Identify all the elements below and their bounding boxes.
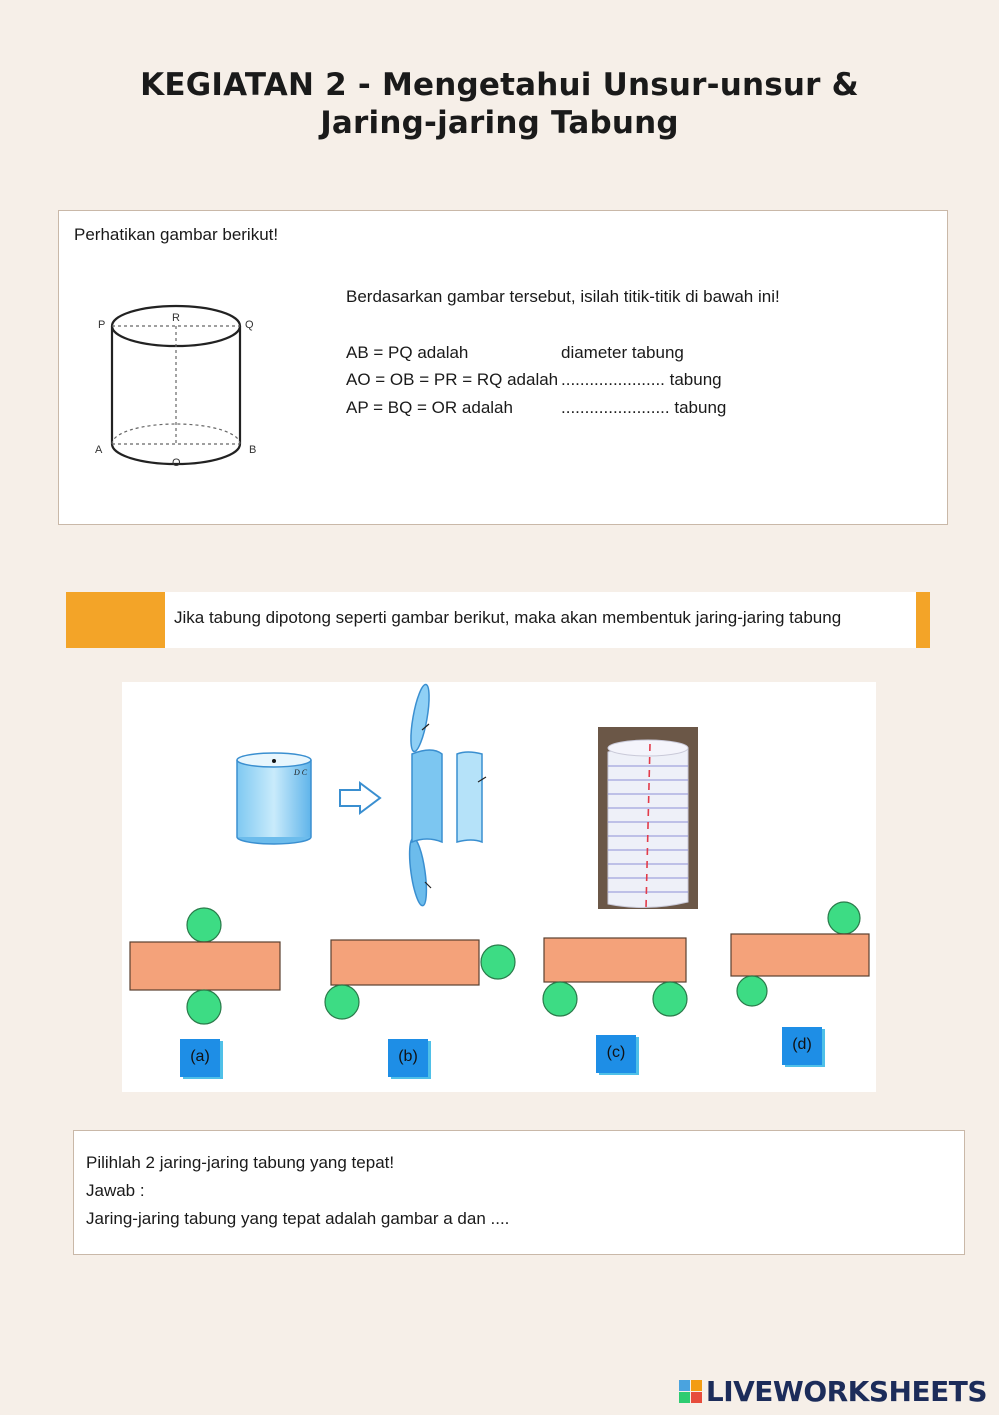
label-R: R xyxy=(172,312,180,324)
fill-in-questions xyxy=(346,283,780,421)
question-text: Pilihlah 2 jaring-jaring tabung yang tepat! xyxy=(86,1153,395,1172)
cylinder-diagram xyxy=(89,301,309,471)
answer-field[interactable]: ...................... tabung xyxy=(561,370,722,389)
info-banner xyxy=(66,592,930,648)
question-left: AP = BQ = OR adalah xyxy=(346,397,513,417)
answer-box xyxy=(73,1130,965,1255)
answer-field[interactable]: Jaring-jaring tabung yang tepat adalah gambar a dan .... xyxy=(86,1209,510,1228)
label-B: B xyxy=(249,444,257,456)
brand-name: LIVEWORKSHEETS xyxy=(705,1374,987,1408)
cylinder-unrolled-icon xyxy=(406,683,486,906)
answer-field[interactable]: ....................... tabung xyxy=(561,397,727,417)
option-b-button[interactable]: (b) xyxy=(388,1039,428,1077)
label-P: P xyxy=(98,319,106,331)
cylinder-net-figure xyxy=(122,682,876,1092)
question-left: AB = PQ adalah xyxy=(346,342,469,362)
option-d-button[interactable]: (d) xyxy=(782,1027,822,1065)
answer-label: Jawab : xyxy=(86,1181,145,1200)
liveworksheets-logo xyxy=(679,1373,987,1409)
instruction-text: Berdasarkan gambar tersebut, isilah titik-titik di bawah ini! xyxy=(346,287,780,306)
banner-accent-left xyxy=(66,592,165,648)
cut-label: D C xyxy=(294,768,308,777)
label-A: A xyxy=(95,444,103,456)
net-option-c xyxy=(543,938,687,1016)
question-row xyxy=(346,339,780,367)
option-a-button[interactable]: (a) xyxy=(180,1039,220,1077)
label-O: O xyxy=(172,457,181,469)
question-left: AO = OB = PR = RQ adalah xyxy=(346,370,559,389)
page-title: KEGIATAN 2 - Mengetahui Unsur-unsur & Jaring-jaring Tabung xyxy=(140,67,859,141)
answer-field[interactable]: diameter tabung xyxy=(561,342,684,362)
net-option-d xyxy=(731,902,869,1006)
cylinder-closed-icon xyxy=(237,753,311,844)
question-row xyxy=(346,394,780,422)
intro-text: Perhatikan gambar berikut! xyxy=(74,225,279,244)
option-c-button[interactable]: (c) xyxy=(596,1035,636,1073)
net-option-b xyxy=(325,940,515,1019)
arrow-icon xyxy=(340,783,380,813)
cylinder-elements-box xyxy=(58,210,948,525)
banner-accent-right xyxy=(916,592,930,648)
label-Q: Q xyxy=(245,319,254,331)
paper-tube-photo xyxy=(598,727,698,909)
net-illustration xyxy=(122,682,876,1092)
banner-text: Jika tabung dipotong seperti gambar berikut, maka akan membentuk jaring-jaring tabung xyxy=(174,608,842,627)
logo-mark-icon xyxy=(679,1380,702,1403)
question-row xyxy=(346,366,780,394)
net-option-a xyxy=(130,908,280,1024)
